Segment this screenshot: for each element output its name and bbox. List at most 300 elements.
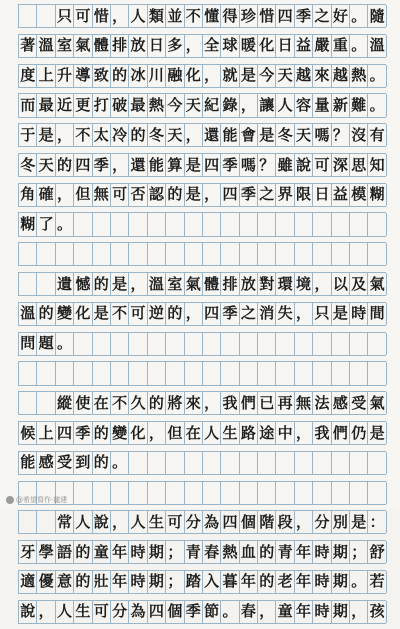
grid-cell (93, 213, 111, 235)
grid-cell: 及 (350, 273, 368, 295)
grid-cell: 排 (111, 35, 129, 57)
grid-cell: 化 (258, 35, 276, 57)
grid-cell: 室 (56, 35, 74, 57)
grid-cell (74, 243, 92, 265)
grid-cell: 到 (74, 452, 92, 474)
grid-cell: 天 (166, 124, 184, 146)
grid-cell: 逆 (148, 303, 166, 325)
grid-cell: 量 (313, 94, 331, 116)
grid-cell: 球 (221, 35, 239, 57)
grid-cell (221, 243, 239, 265)
grid-cell (37, 392, 55, 414)
grid-cell: 嗎 (313, 124, 331, 146)
grid-cell: 我 (313, 422, 331, 444)
grid-cell: 是 (350, 511, 368, 533)
grid-cell: 是 (185, 154, 203, 176)
grid-cell: 節 (203, 601, 221, 623)
grid-cell (37, 362, 55, 384)
grid-cell: 就 (221, 65, 239, 87)
grid-cell: 問 (19, 333, 37, 355)
grid-cell: 時 (350, 303, 368, 325)
grid-cell: 不 (185, 5, 203, 27)
grid-cell (19, 511, 37, 533)
grid-cell: 四 (221, 184, 239, 206)
grid-cell (332, 333, 350, 355)
grid-cell (240, 213, 258, 235)
grid-cell: 于 (19, 124, 37, 146)
grid-cell: 並 (166, 5, 184, 27)
grid-cell: 會 (240, 124, 258, 146)
grid-cell: 來 (185, 392, 203, 414)
grid-cell: 以 (332, 273, 350, 295)
grid-cell: 算 (166, 154, 184, 176)
grid-cell (368, 362, 386, 384)
grid-cell: 季 (221, 154, 239, 176)
grid-cell (368, 482, 386, 504)
grid-cell: 消 (258, 303, 276, 325)
grid-cell: 的 (148, 392, 166, 414)
watermark-text: @希望寫作·龍建 (16, 496, 68, 504)
grid-cell (111, 362, 129, 384)
grid-cell: 分 (111, 601, 129, 623)
grid-cell (313, 243, 331, 265)
grid-row (18, 570, 386, 594)
grid-cell: 。 (350, 571, 368, 593)
grid-cell: 日 (313, 184, 331, 206)
grid-cell: 。 (350, 5, 368, 27)
grid-cell: 確 (37, 184, 55, 206)
grid-cell: 能 (148, 154, 166, 176)
grid-cell: 憾 (74, 273, 92, 295)
grid-cell: 氣 (368, 273, 386, 295)
grid-cell: 是 (368, 422, 386, 444)
grid-cell (240, 452, 258, 474)
grid-cell: 是 (332, 303, 350, 325)
grid-cell: 認 (148, 184, 166, 206)
grid-cell: 的 (111, 65, 129, 87)
grid-cell (368, 243, 386, 265)
grid-cell: 適 (19, 571, 37, 593)
grid-cell: 的 (93, 422, 111, 444)
grid-cell (203, 482, 221, 504)
grid-cell: 熱 (350, 65, 368, 87)
grid-cell: 無 (93, 184, 111, 206)
grid-cell: 生 (148, 511, 166, 533)
grid-cell: 氣 (368, 392, 386, 414)
grid-cell: ； (350, 541, 368, 563)
grid-cell: 青 (185, 541, 203, 563)
grid-cell: 失 (276, 303, 294, 325)
grid-row (18, 302, 386, 326)
grid-cell: 懂 (203, 5, 221, 27)
grid-cell (240, 482, 258, 504)
grid-cell (148, 362, 166, 384)
grid-cell: 越 (332, 65, 350, 87)
grid-cell: 時 (313, 601, 331, 623)
grid-cell: 時 (129, 571, 147, 593)
grid-cell: 可 (93, 601, 111, 623)
grid-cell (166, 362, 184, 384)
grid-cell (111, 333, 129, 355)
grid-cell (276, 243, 294, 265)
grid-cell (111, 243, 129, 265)
grid-cell: 們 (332, 422, 350, 444)
grid-cell: 說 (19, 601, 37, 623)
grid-cell: 四 (56, 422, 74, 444)
grid-cell: ， (295, 303, 313, 325)
grid-cell (276, 362, 294, 384)
grid-cell (276, 452, 294, 474)
grid-cell (148, 482, 166, 504)
grid-cell (221, 333, 239, 355)
grid-cell: 冬 (148, 124, 166, 146)
grid-cell (258, 452, 276, 474)
grid-cell: 的 (258, 571, 276, 593)
grid-cell: 還 (203, 124, 221, 146)
grid-cell: ： (368, 511, 386, 533)
grid-cell: 期 (148, 541, 166, 563)
grid-cell: 在 (185, 422, 203, 444)
grid-cell: 知 (368, 154, 386, 176)
grid-cell: 越 (295, 65, 313, 87)
grid-cell: ， (56, 124, 74, 146)
grid-cell (368, 333, 386, 355)
grid-cell: 四 (221, 511, 239, 533)
grid-row (18, 123, 386, 147)
grid-cell: ， (350, 601, 368, 623)
grid-cell: 致 (93, 65, 111, 87)
grid-cell (74, 333, 92, 355)
grid-cell: 環 (276, 273, 294, 295)
grid-cell: 是 (240, 65, 258, 87)
grid-cell: 最 (37, 94, 55, 116)
grid-cell: 冬 (19, 154, 37, 176)
grid-cell: 入 (203, 571, 221, 593)
grid-cell: 日 (148, 35, 166, 57)
grid-cell (313, 213, 331, 235)
grid-cell (350, 362, 368, 384)
grid-cell: 個 (240, 511, 258, 533)
grid-cell: 更 (74, 94, 92, 116)
grid-cell (74, 362, 92, 384)
grid-cell (258, 213, 276, 235)
grid-cell: 路 (240, 422, 258, 444)
grid-cell: ， (111, 154, 129, 176)
grid-cell: 壯 (93, 571, 111, 593)
grid-row (18, 34, 386, 58)
grid-cell: 是 (93, 303, 111, 325)
grid-cell (350, 213, 368, 235)
grid-cell: 冬 (276, 124, 294, 146)
grid-row (18, 510, 386, 534)
grid-cell: ， (111, 511, 129, 533)
grid-cell: 是 (258, 124, 276, 146)
grid-cell: 之 (240, 303, 258, 325)
grid-cell: 日 (276, 35, 294, 57)
grid-cell: 的 (93, 273, 111, 295)
grid-cell: 是 (185, 184, 203, 206)
grid-cell: 無 (295, 392, 313, 414)
grid-cell (185, 482, 203, 504)
grid-cell: 的 (74, 571, 92, 593)
grid-cell (332, 243, 350, 265)
manuscript-grid (18, 4, 386, 629)
grid-cell: 血 (240, 541, 258, 563)
grid-cell: 年 (111, 571, 129, 593)
grid-cell: 分 (185, 511, 203, 533)
grid-cell (295, 482, 313, 504)
grid-cell: 生 (74, 601, 92, 623)
grid-cell: ； (166, 541, 184, 563)
grid-cell (350, 482, 368, 504)
grid-cell: 的 (258, 541, 276, 563)
grid-cell: ？ (332, 124, 350, 146)
grid-cell: ， (295, 511, 313, 533)
grid-cell: 常 (56, 511, 74, 533)
grid-cell: 變 (111, 422, 129, 444)
grid-cell: 近 (56, 94, 74, 116)
grid-cell: 氣 (185, 273, 203, 295)
grid-cell: ， (258, 601, 276, 623)
grid-cell: 人 (56, 601, 74, 623)
grid-cell (93, 482, 111, 504)
grid-row (18, 4, 386, 28)
grid-cell (56, 362, 74, 384)
grid-cell: 太 (93, 124, 111, 146)
grid-cell: 四 (203, 303, 221, 325)
grid-cell: 嗎 (240, 154, 258, 176)
grid-cell: 對 (258, 273, 276, 295)
grid-cell: 全 (203, 35, 221, 57)
grid-cell (129, 333, 147, 355)
grid-cell (258, 243, 276, 265)
grid-cell: 不 (74, 124, 92, 146)
grid-cell: ， (56, 184, 74, 206)
grid-cell: 的 (166, 303, 184, 325)
grid-cell (221, 452, 239, 474)
grid-cell: 是 (111, 273, 129, 295)
grid-cell: 童 (93, 541, 111, 563)
grid-cell: 人 (129, 511, 147, 533)
grid-cell (240, 243, 258, 265)
grid-cell: 將 (166, 392, 184, 414)
grid-cell: 語 (56, 541, 74, 563)
grid-cell: 冰 (129, 65, 147, 87)
grid-cell: 仍 (350, 422, 368, 444)
grid-cell: 能 (19, 452, 37, 474)
grid-cell: 說 (93, 511, 111, 533)
grid-cell: 的 (129, 124, 147, 146)
grid-cell: 最 (129, 94, 147, 116)
grid-cell: 打 (93, 94, 111, 116)
grid-cell (313, 362, 331, 384)
grid-cell (313, 333, 331, 355)
grid-cell: 階 (258, 511, 276, 533)
grid-cell: 錄 (221, 94, 239, 116)
grid-cell: 孩 (368, 601, 386, 623)
grid-cell: ， (129, 273, 147, 295)
grid-cell: 隨 (368, 5, 386, 27)
grid-cell: 使 (74, 392, 92, 414)
grid-cell: 溫 (37, 35, 55, 57)
grid-cell: 。 (56, 213, 74, 235)
grid-cell (203, 243, 221, 265)
grid-cell: 時 (313, 541, 331, 563)
grid-cell: 青 (276, 541, 294, 563)
grid-cell (148, 452, 166, 474)
grid-cell: 模 (350, 184, 368, 206)
grid-cell: 法 (313, 392, 331, 414)
grid-cell (19, 273, 37, 295)
grid-cell: ， (203, 184, 221, 206)
grid-cell (295, 243, 313, 265)
grid-cell: 季 (295, 5, 313, 27)
grid-cell: 限 (295, 184, 313, 206)
grid-cell: 不 (111, 392, 129, 414)
grid-cell (332, 213, 350, 235)
grid-cell (203, 333, 221, 355)
grid-cell: 受 (350, 392, 368, 414)
grid-cell: 。 (56, 333, 74, 355)
grid-cell: ， (185, 35, 203, 57)
grid-cell (221, 213, 239, 235)
grid-cell (203, 362, 221, 384)
grid-cell: 中 (276, 422, 294, 444)
grid-cell (93, 333, 111, 355)
grid-row (18, 600, 386, 624)
grid-cell: 可 (111, 184, 129, 206)
grid-cell: 。 (368, 65, 386, 87)
grid-cell (276, 333, 294, 355)
grid-cell: 。 (111, 452, 129, 474)
grid-cell: 受 (56, 452, 74, 474)
grid-cell: 惜 (258, 5, 276, 27)
grid-cell: 縱 (56, 392, 74, 414)
grid-cell: 之 (313, 5, 331, 27)
grid-cell: 嚴 (313, 35, 331, 57)
grid-cell: 。 (221, 601, 239, 623)
grid-cell (166, 243, 184, 265)
grid-cell: 只 (313, 303, 331, 325)
grid-cell (313, 482, 331, 504)
grid-cell: 個 (166, 601, 184, 623)
grid-cell (258, 362, 276, 384)
grid-cell: 得 (221, 5, 239, 27)
grid-cell (203, 452, 221, 474)
grid-cell (185, 213, 203, 235)
grid-cell (185, 243, 203, 265)
grid-cell: 段 (276, 511, 294, 533)
grid-cell: 化 (185, 65, 203, 87)
grid-cell: 難 (350, 94, 368, 116)
grid-cell: 類 (148, 5, 166, 27)
grid-cell: ， (37, 601, 55, 623)
grid-cell (19, 5, 37, 27)
grid-cell (129, 482, 147, 504)
grid-cell: 糊 (19, 213, 37, 235)
grid-cell: ， (203, 392, 221, 414)
grid-cell: 期 (148, 571, 166, 593)
grid-cell: 可 (129, 303, 147, 325)
grid-cell (185, 452, 203, 474)
grid-cell: 久 (129, 392, 147, 414)
grid-cell: 年 (295, 601, 313, 623)
grid-cell: 排 (221, 273, 239, 295)
grid-cell: 遺 (56, 273, 74, 295)
grid-cell: 熱 (148, 94, 166, 116)
grid-cell: 川 (148, 65, 166, 87)
grid-cell: 沒 (350, 124, 368, 146)
grid-cell: 氣 (74, 35, 92, 57)
grid-cell: 是 (37, 124, 55, 146)
grid-cell: 變 (56, 303, 74, 325)
grid-cell: 升 (56, 65, 74, 87)
grid-cell: 可 (313, 154, 331, 176)
grid-cell (368, 213, 386, 235)
grid-cell: 感 (37, 452, 55, 474)
grid-cell: 紀 (203, 94, 221, 116)
grid-cell: 途 (258, 422, 276, 444)
grid-cell (221, 482, 239, 504)
grid-row (18, 153, 386, 177)
grid-cell: 年 (295, 541, 313, 563)
grid-cell: 感 (332, 392, 350, 414)
grid-cell: ， (185, 303, 203, 325)
grid-cell: 若 (368, 571, 386, 593)
grid-cell (37, 273, 55, 295)
grid-cell: 可 (74, 5, 92, 27)
grid-row (18, 391, 386, 415)
grid-cell: 四 (276, 5, 294, 27)
grid-cell (148, 333, 166, 355)
grid-cell: 間 (368, 303, 386, 325)
grid-cell (148, 243, 166, 265)
grid-cell: ， (313, 273, 331, 295)
grid-cell: 可 (166, 511, 184, 533)
grid-cell: 來 (313, 65, 331, 87)
watermark (6, 495, 67, 505)
grid-cell: 的 (93, 452, 111, 474)
grid-cell (19, 243, 37, 265)
grid-cell (350, 333, 368, 355)
grid-cell (37, 511, 55, 533)
grid-cell (37, 243, 55, 265)
grid-cell: 春 (203, 541, 221, 563)
grid-cell: 但 (166, 422, 184, 444)
grid-row (18, 212, 386, 236)
grid-cell: 只 (56, 5, 74, 27)
grid-row (18, 540, 386, 564)
grid-cell: 生 (221, 422, 239, 444)
grid-row (18, 242, 386, 266)
grid-cell: 深 (332, 154, 350, 176)
grid-cell: 季 (221, 303, 239, 325)
grid-cell: 破 (111, 94, 129, 116)
grid-cell: 天 (276, 65, 294, 87)
grid-cell: 還 (129, 154, 147, 176)
grid-cell: 別 (332, 511, 350, 533)
grid-cell: ， (185, 124, 203, 146)
grid-cell (56, 243, 74, 265)
grid-cell: 溫 (368, 35, 386, 57)
grid-cell (185, 362, 203, 384)
grid-cell: 年 (295, 571, 313, 593)
grid-cell: 珍 (240, 5, 258, 27)
grid-cell: 踏 (185, 571, 203, 593)
grid-cell: 而 (19, 94, 37, 116)
grid-cell: 已 (258, 392, 276, 414)
grid-cell (203, 213, 221, 235)
